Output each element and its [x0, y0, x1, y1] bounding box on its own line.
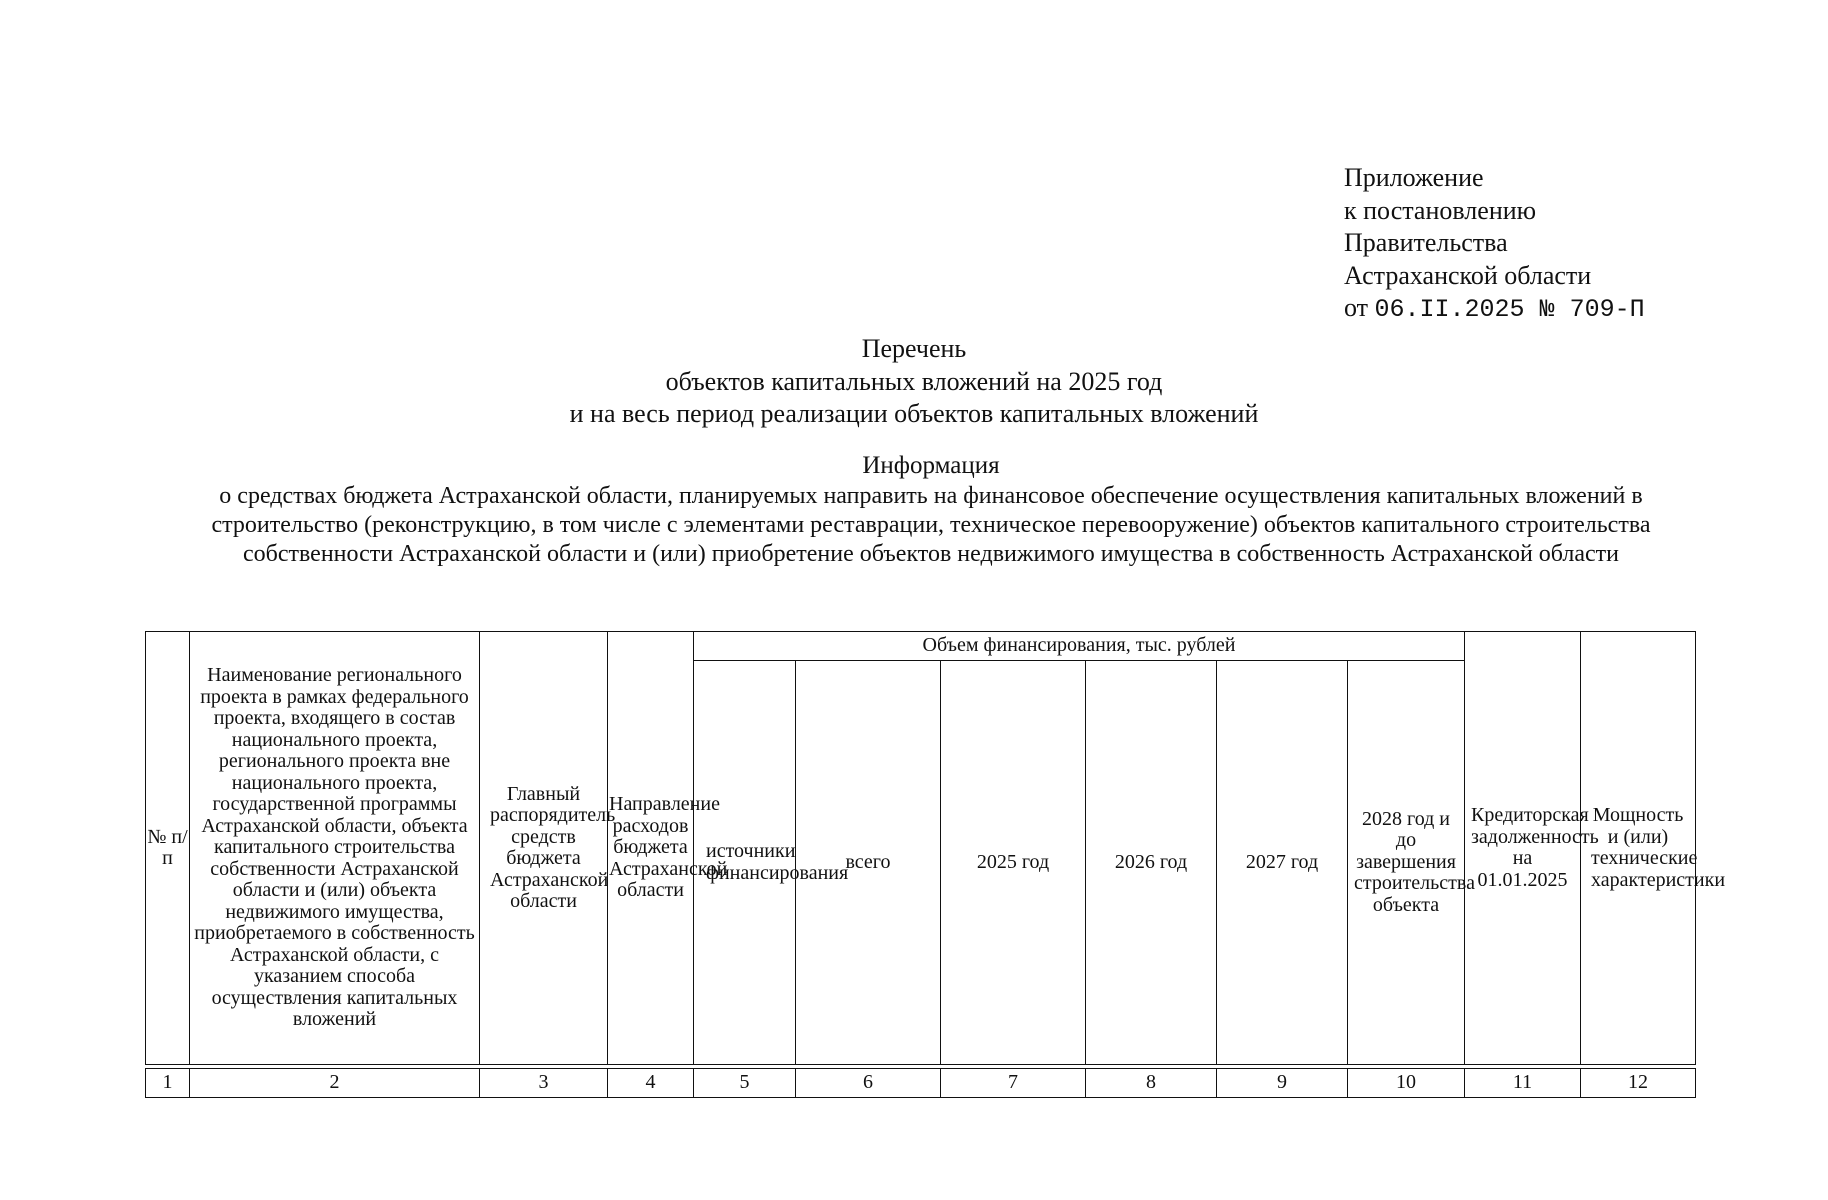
capital-investments-table [145, 631, 1726, 1098]
column-number-cell: 9 [1217, 1069, 1348, 1098]
column-number-cell: 2 [190, 1069, 480, 1098]
title-line-1: Перечень [861, 334, 967, 363]
column-number-cell: 4 [608, 1069, 694, 1098]
header-financing-volume: Объем финансирования, тыс. рублей [694, 632, 1465, 661]
header-year-2025: 2025 год [941, 661, 1086, 1065]
appendix-date-number: 06.II.2025 № 709-П [1374, 295, 1645, 324]
column-number-cell: 1 [146, 1069, 190, 1098]
appendix-line-2: к постановлению [1344, 195, 1537, 225]
column-number-cell: 8 [1086, 1069, 1217, 1098]
header-year-2028-completion: 2028 год и до завершения строительства объекта [1348, 661, 1465, 1065]
header-year-2026: 2026 год [1086, 661, 1217, 1065]
header-main-manager: Главный распорядитель средств бюджета Астраханской области [480, 632, 608, 1065]
info-block [188, 451, 1674, 569]
column-number-cell: 5 [694, 1069, 796, 1098]
column-number-cell: 12 [1581, 1069, 1696, 1098]
header-credit-debt: Кредиторская задолженность на 01.01.2025 [1465, 632, 1581, 1065]
appendix-block [1344, 162, 1645, 327]
appendix-date-line [1344, 292, 1645, 327]
header-financing-sources: источники финансирования [694, 661, 796, 1065]
header-capacity: Мощность и (или) технические характеристики [1581, 632, 1696, 1065]
title-line-3: и на весь период реализации объектов капитальных вложений [569, 399, 1259, 428]
table-header-row [146, 632, 1696, 661]
header-object-name: Наименование регионального проекта в рамках федерального проекта, входящего в состав национального проекта, регионального проекта вне национального проекта, государственной программы Астраханской области, объекта капитального строительства собственности Астраханской области и (или) объекта недвижимого имущества, приобретаемого в собственность Астраханской области, с указанием способа осуществления капитальных вложений [190, 632, 480, 1065]
column-number-cell: 7 [941, 1069, 1086, 1098]
appendix-date-prefix: от [1344, 293, 1369, 322]
appendix-line-3: Правительства [1344, 228, 1508, 257]
title-line-2: объектов капитальных вложений на 2025 год [665, 366, 1163, 396]
column-number-cell: 10 [1348, 1069, 1465, 1098]
table-row [146, 1069, 1696, 1098]
info-text: о средствах бюджета Астраханской области, планируемых направить на финансовое обеспечение осуществления капитальных вложений в строительство (реконструкцию, в том числе с элементами реставрации, техническое перевооружение) объектов капитального строительства собственности Астраханской области и (или) приобретение объектов недвижимого имущества в собственность Астраханской области [211, 483, 1651, 567]
info-heading: Информация [862, 452, 1000, 479]
column-number-cell: 6 [796, 1069, 941, 1098]
column-number-cell: 3 [480, 1069, 608, 1098]
header-year-2027: 2027 год [1217, 661, 1348, 1065]
header-number: № п/п [146, 632, 190, 1065]
document-title [0, 333, 1828, 431]
header-expense-direction: Направление расходов бюджета Астраханской области [608, 632, 694, 1065]
appendix-line-1: Приложение [1344, 163, 1484, 192]
header-total: всего [796, 661, 941, 1065]
appendix-line-4: Астраханской области [1344, 260, 1592, 290]
column-number-cell: 11 [1465, 1069, 1581, 1098]
